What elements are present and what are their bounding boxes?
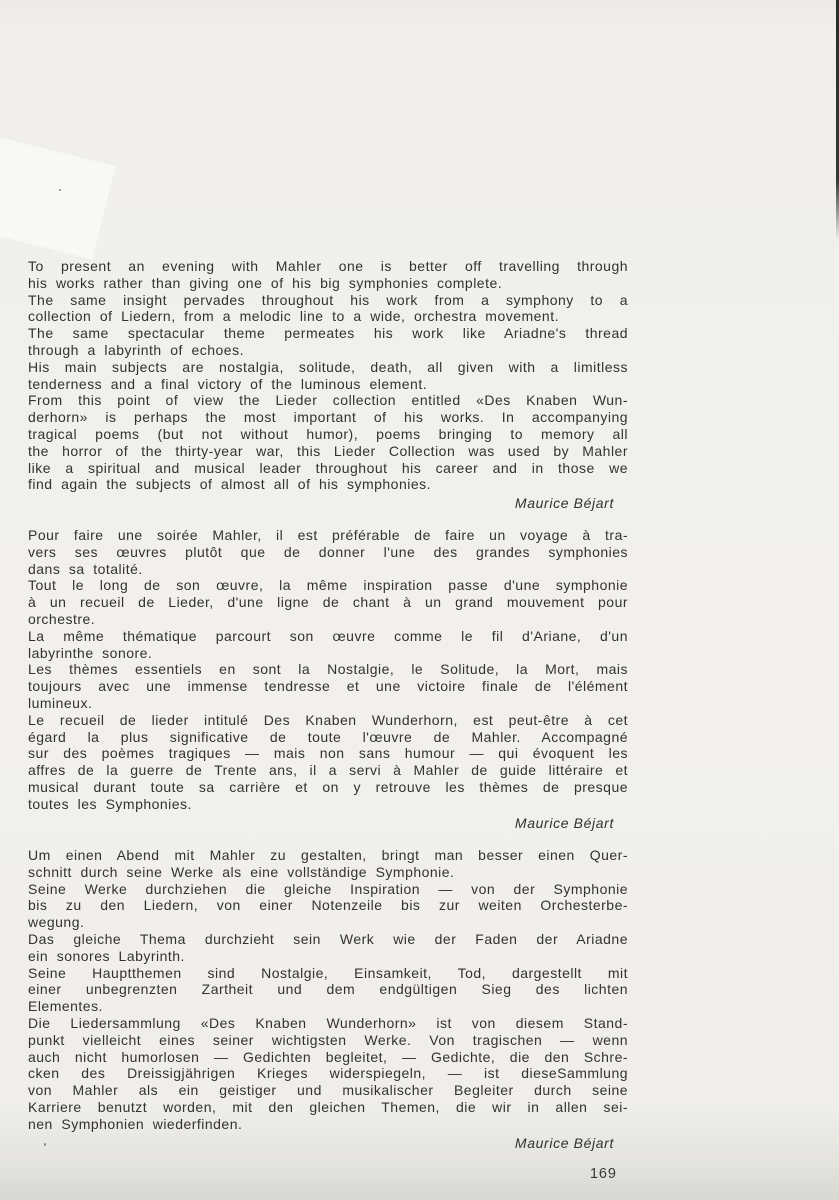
text-line: orchestre. bbox=[28, 610, 96, 627]
signature-english: Maurice Béjart bbox=[514, 495, 614, 512]
text-line: affres de la guerre de Trente ans, il a servi à Mahler de guide littéraire et bbox=[28, 762, 628, 779]
text-line: Pour faire une soirée Mahler, il est préférable de faire un voyage à tra- bbox=[28, 527, 628, 543]
text-line: Das gleiche Thema durchzieht sein Werk wie der Faden der Ariadne bbox=[28, 930, 628, 947]
text-line: Le recueil de lieder intitulé Des Knaben Wunderhorn, est peut-être à cet bbox=[28, 711, 628, 728]
french-text-block bbox=[28, 527, 628, 831]
english-paragraph-lines bbox=[28, 258, 628, 493]
text-line: Karriere benutzt worden, mit den gleichen Themen, die wir in allen sei- bbox=[28, 1098, 628, 1115]
text-line: von Mahler als ein geistiger und musikalischer Begleiter durch seine bbox=[28, 1082, 628, 1099]
text-line: ein sonores Labyrinth. bbox=[28, 947, 185, 964]
text-line: From this point of view the Lieder collection entitled «Des Knaben Wun- bbox=[28, 392, 628, 409]
french-paragraph-lines bbox=[28, 527, 628, 813]
german-paragraph-lines bbox=[28, 847, 628, 1133]
text-line: Seine Werke durchziehen die gleiche Inspiration — von der Symphonie bbox=[28, 880, 628, 897]
text-line: tenderness and a final victory of the luminous element. bbox=[28, 375, 428, 392]
german-text-block bbox=[28, 847, 628, 1151]
text-line: derhorn» is perhaps the most important of his works. In accompanying bbox=[28, 409, 628, 426]
text-line: Elementes. bbox=[28, 998, 103, 1015]
text-line: his works rather than giving one of his big symphonies complete. bbox=[28, 274, 503, 291]
text-line: through a labyrinth of echoes. bbox=[28, 341, 244, 358]
text-line: vers ses œuvres plutôt que de donner l'une des grandes symphonies bbox=[28, 543, 628, 560]
text-line: Les thèmes essentiels en sont la Nostalgie, le Solitude, la Mort, mais bbox=[28, 661, 628, 678]
text-line: The same insight pervades throughout his work from a symphony to a bbox=[28, 291, 628, 308]
text-line: nen Symphonien wiederfinden. bbox=[28, 1115, 243, 1132]
text-line: cken des Dreissigjährigen Krieges widerspiegeln, — ist dieseSammlung bbox=[28, 1065, 628, 1082]
text-line: dans sa totalité. bbox=[28, 560, 143, 577]
english-text-block bbox=[28, 258, 628, 512]
text-line: labyrinthe sonore. bbox=[28, 644, 153, 661]
text-line: auch nicht humorlosen — Gedichten begleitet, — Gedichte, die den Schre- bbox=[28, 1048, 628, 1065]
text-line: égard la plus significative de toute l'œuvre de Mahler. Accompagné bbox=[28, 728, 628, 745]
scan-speck bbox=[59, 189, 61, 191]
text-line: toutes les Symphonies. bbox=[28, 795, 192, 812]
text-line: punkt vielleicht eines seiner wichtigsten Werke. Von tragischen — wenn bbox=[28, 1031, 628, 1048]
signature-french: Maurice Béjart bbox=[514, 814, 614, 831]
text-line: Um einen Abend mit Mahler zu gestalten, bringt man besser einen Quer- bbox=[28, 847, 628, 863]
text-line: the horror of the thirty-year war, this Lieder Collection was used by Mahler bbox=[28, 442, 628, 459]
text-line: like a spiritual and musical leader throughout his career and in those we bbox=[28, 459, 628, 476]
text-line: musical durant toute sa carrière et on y retrouve les thèmes de presque bbox=[28, 778, 628, 795]
text-line: toujours avec une immense tendresse et une victoire finale de l'élément bbox=[28, 678, 628, 695]
text-line: Seine Hauptthemen sind Nostalgie, Einsamkeit, Tod, dargestellt mit bbox=[28, 964, 628, 981]
text-line: La même thématique parcourt son œuvre comme le fil d'Ariane, d'un bbox=[28, 627, 628, 644]
text-line: His main subjects are nostalgia, solitude, death, all given with a limitless bbox=[28, 358, 628, 375]
text-line: Tout le long de son œuvre, la même inspiration passe d'une symphonie bbox=[28, 577, 628, 594]
page-number: 169 bbox=[590, 1166, 617, 1182]
text-line: sur des poèmes tragiques — mais non sans humour — qui évoquent les bbox=[28, 745, 628, 762]
text-line: wegung. bbox=[28, 914, 85, 931]
text-line: schnitt durch seine Werke als eine vollständige Symphonie. bbox=[28, 863, 455, 880]
text-line: The same spectacular theme permeates his work like Ariadne's thread bbox=[28, 325, 628, 342]
text-line: bis zu den Liedern, von einer Notenzeile bis zur weiten Orchesterbe- bbox=[28, 897, 628, 914]
paper-patch bbox=[0, 132, 116, 259]
text-line: lumineux. bbox=[28, 694, 93, 711]
text-line: collection of Liedern, from a melodic line to a wide, orchestra movement. bbox=[28, 308, 559, 325]
text-line: To present an evening with Mahler one is better off travelling through bbox=[28, 258, 628, 274]
signature-german: Maurice Béjart bbox=[514, 1134, 614, 1151]
text-line: Die Liedersammlung «Des Knaben Wunderhorn» ist von diesem Stand- bbox=[28, 1014, 628, 1031]
text-line: einer unbegrenzten Zartheit und dem endgültigen Sieg des lichten bbox=[28, 981, 628, 998]
text-line: tragical poems (but not without humor), poems bringing to memory all bbox=[28, 425, 628, 442]
text-line: find again the subjects of almost all of his symphonies. bbox=[28, 476, 431, 493]
text-line: à un recueil de Lieder, d'une ligne de chant à un grand mouvement pour bbox=[28, 594, 628, 611]
